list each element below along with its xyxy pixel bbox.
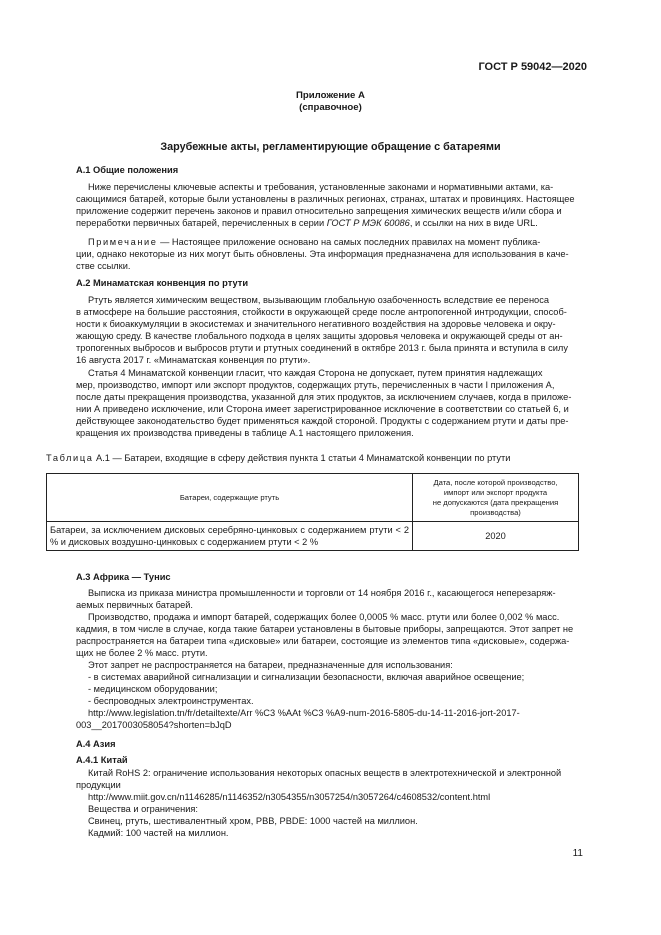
paragraph-line: распространяется на батареи типа «дисковые» или батареи, состоящие из элементов типа «дисковые», содержа- bbox=[76, 636, 570, 646]
standard-reference: ГОСТ Р МЭК 60086 bbox=[326, 218, 410, 228]
paragraph-line: щих не более 2 % масс. ртути. bbox=[76, 648, 208, 658]
paragraph-line: Производство, продажа и импорт батарей, содержащих более 0,0005 % масс. ртути или более 0,002 % масс. bbox=[88, 612, 560, 622]
url-link[interactable]: 003__2017003058054?shorten=bJqD bbox=[76, 720, 232, 730]
paragraph-line: Китай RoHS 2: ограничение использования некоторых опасных веществ в электротехнической и электронной bbox=[88, 768, 562, 778]
paragraph-line: нии А приведено исключение, или Сторона имеет зарегистрированное исключение в соответствии со статьей 6, и bbox=[76, 404, 569, 414]
section-a4-heading: А.4 Азия bbox=[76, 739, 116, 749]
table-caption bbox=[46, 453, 510, 463]
list-item: - в системах аварийной сигнализации и сигнализации безопасности, включая аварийное освещение; bbox=[88, 672, 525, 682]
paragraph-line: действующее законодательство будет применяться каждой стороной. Продукты с содержанием ртути и даты пре- bbox=[76, 416, 569, 426]
section-a41-heading: А.4.1 Китай bbox=[76, 755, 128, 765]
paragraph-line: Выписка из приказа министра промышленности и торговли от 14 ноября 2016 г., касающегося неперезаряж- bbox=[88, 588, 556, 598]
paragraph-line: ности к биоаккумуляции в экосистемах и значительного негативного воздействия на здоровье человека и окру- bbox=[76, 319, 556, 329]
list-item: - медицинском оборудовании; bbox=[88, 684, 218, 694]
paragraph-line: продукции bbox=[76, 780, 121, 790]
annex-subtitle: (справочное) bbox=[299, 102, 362, 113]
section-a1-heading: А.1 Общие положения bbox=[76, 165, 179, 175]
table-cell: Батареи, за исключением дисковых серебряно-цинковых с содержанием ртути < 2 % и дисковых воздушно-цинковых с содержанием ртути < 2 % bbox=[47, 522, 413, 551]
url-link[interactable]: http://www.miit.gov.cn/n1146285/n1146352/n3054355/n3057254/n3057264/c4608532/content.html bbox=[88, 792, 491, 802]
note-label: Примечание bbox=[88, 237, 158, 247]
paragraph-line: кращения их производства приведены в таблице А.1 настоящего приложения. bbox=[76, 428, 414, 438]
paragraph-line: аемых первичных батарей. bbox=[76, 600, 193, 610]
note-text: — Настоящее приложение основано на самых последних правилах на момент публика- bbox=[157, 237, 541, 247]
paragraph-line: 16 августа 2017 г. «Минаматская конвенция по ртути». bbox=[76, 355, 311, 365]
paragraph-line: Ртуть является химическим веществом, вызывающим глобальную озабоченность вследствие ее переноса bbox=[88, 295, 549, 305]
paragraph-line: Вещества и ограничения: bbox=[88, 804, 198, 814]
paragraph-line: мер, производство, импорт или экспорт продуктов, содержащих ртуть, перечисленных в части I приложения А, bbox=[76, 380, 555, 390]
section-a2-heading: А.2 Минаматская конвенция по ртути bbox=[76, 278, 249, 288]
page-number: 11 bbox=[572, 848, 583, 859]
paragraph-line: приложение содержит перечень законов и правил относительно запрещения химических веществ и/или сбора и bbox=[76, 206, 562, 216]
paragraph-line: кадмия, в том числе в случае, когда такие батареи установлены в бытовые приборы, запрещаются. Этот запрет не bbox=[76, 624, 574, 634]
note-line: ции, однако некоторые из них могут быть обновлены. Эта информация предназначена для использования в каче- bbox=[76, 249, 569, 259]
table-caption-text: А.1 — Батареи, входящие в сферу действия пункта 1 статьи 4 Минаматской конвенции по ртути bbox=[93, 453, 511, 463]
document-code: ГОСТ Р 59042—2020 bbox=[478, 61, 587, 73]
header-line: Дата, после которой производство, bbox=[433, 477, 558, 487]
paragraph-line: Этот запрет не распространяется на батареи, предназначенные для использования: bbox=[88, 660, 453, 670]
list-item: - беспроводных электроинструментах. bbox=[88, 696, 254, 706]
annex-heading: Зарубежные акты, регламентирующие обращение с батареями bbox=[160, 141, 501, 153]
paragraph-line: Ниже перечислены ключевые аспекты и требования, установленные законами и нормативными актами, ка- bbox=[88, 182, 554, 192]
table-cell: 2020 bbox=[413, 522, 579, 551]
paragraph-line: Свинец, ртуть, шестивалентный хром, PBB, PBDE: 1000 частей на миллион. bbox=[88, 816, 418, 826]
header-line: импорт или экспорт продукта bbox=[443, 487, 548, 497]
header-line: не допускаются (дата прекращения bbox=[432, 497, 559, 507]
text-run: переработки первичных батарей, перечисленных в серии bbox=[76, 218, 327, 228]
paragraph-line: тропогенных выбросов и выбросов ртути и ртутных соединений в октябре 2013 г. была принята и вступила в силу bbox=[76, 343, 568, 353]
note-line: стве ссылки. bbox=[76, 261, 131, 271]
url-link[interactable]: http://www.legislation.tn/fr/detailtexte/Arr %C3 %AAt %C3 %A9-num-2016-5805-du-14-11-2016-jort-2017- bbox=[88, 708, 520, 718]
paragraph-line: Статья 4 Минаматской конвенции гласит, что каждая Сторона не допускает, путем принятия надлежащих bbox=[88, 368, 543, 378]
paragraph-line: в атмосфере на большие расстояния, стойкости в окружающей среде после антропогенной интродукции, способ- bbox=[76, 307, 567, 317]
paragraph-line: после даты прекращения производства, указанной для этих продуктов, за исключением случаев, когда в приложе- bbox=[76, 392, 572, 402]
paragraph-line: Кадмий: 100 частей на миллион. bbox=[88, 828, 229, 838]
table-header-cell bbox=[413, 474, 579, 522]
paragraph-line: сающимися батарей, которые были установлены в различных регионах, странах, штатах и провинциях. Настоящее bbox=[76, 194, 575, 204]
section-a3-heading: А.3 Африка — Тунис bbox=[76, 572, 171, 582]
table-a1 bbox=[46, 473, 579, 551]
text-run: , и ссылки на них в виде URL. bbox=[409, 218, 538, 228]
annex-title: Приложение А bbox=[296, 90, 365, 101]
table-row bbox=[47, 522, 579, 551]
table-header-row bbox=[47, 474, 579, 522]
paragraph-line: жающую среду. В качестве глобального подхода в целях защиты здоровья человека и окружающей среды от ан- bbox=[76, 331, 563, 341]
table-header-cell: Батареи, содержащие ртуть bbox=[47, 474, 413, 522]
header-line: производства) bbox=[470, 507, 521, 517]
paragraph-line bbox=[76, 217, 538, 229]
note-line bbox=[88, 236, 540, 248]
table-caption-label: Таблица bbox=[46, 453, 94, 463]
